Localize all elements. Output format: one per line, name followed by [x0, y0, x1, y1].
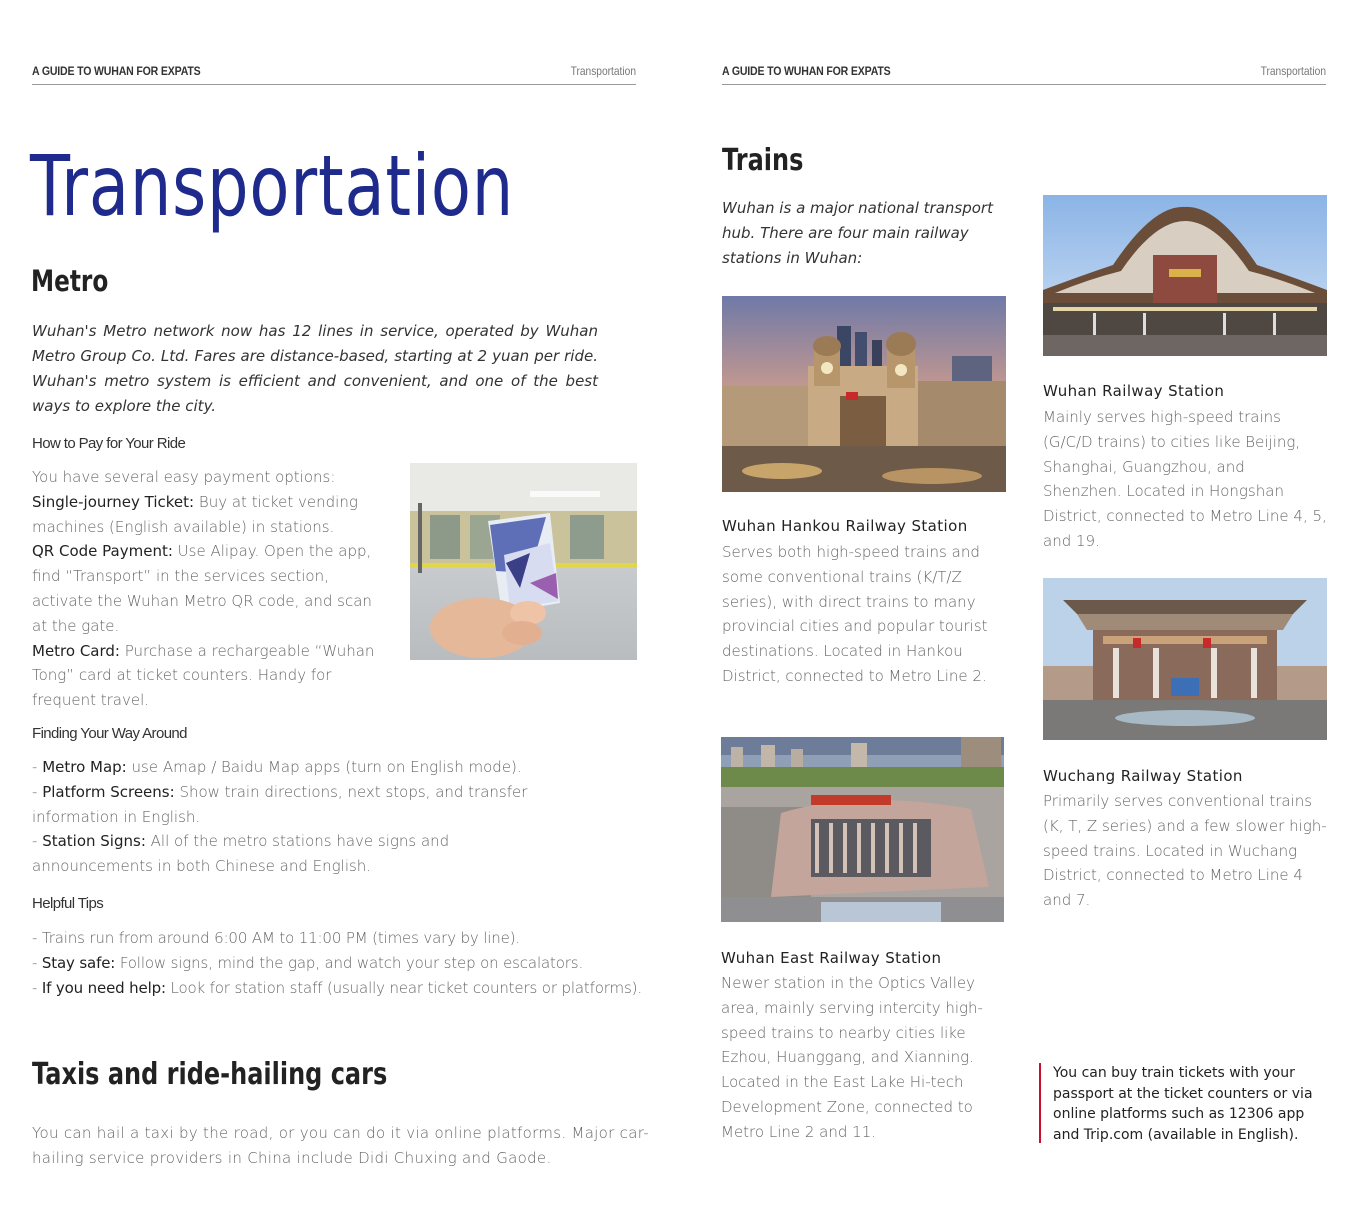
metro-card-photo: [410, 463, 637, 660]
ticket-note: You can buy train tickets with your passport at the ticket counters or via online platforms such as 12306 app and Trip.com (available in English).: [1053, 1065, 1313, 1143]
item-text: Show train directions, next stops, and transfer information in English.: [32, 782, 528, 826]
finding-list: [32, 755, 542, 879]
taxis-body: You can hail a taxi by the road, or you can do it via online platforms. Major car-hailing service providers in China include Didi Chuxing and Gaode.: [32, 1124, 649, 1167]
running-header-section: Transportation: [570, 64, 636, 78]
pay-option: [32, 490, 377, 540]
pay-heading: How to Pay for Your Ride: [32, 435, 186, 452]
pay-option-label: Metro Card:: [32, 641, 120, 660]
list-item: - Metro Map: use Amap / Baidu Map apps (turn on English mode).: [32, 758, 522, 776]
running-header-section: Transportation: [1260, 64, 1326, 78]
pay-option-label: Single-journey Ticket:: [32, 492, 195, 511]
wuhan-east-station-photo: [721, 737, 1004, 922]
metro-heading: Metro: [31, 264, 109, 298]
item-label: If you need help:: [41, 978, 166, 997]
station-desc: Mainly serves high-speed trains (G/C/D trains) to cities like Beijing, Shanghai, Guangzhou, and Shenzhen. Located in Hongshan District, connected to Metro Line 4, 5, and 19.: [1043, 408, 1327, 550]
list-item: - Station Signs: All of the metro stations have signs and announcements in both Chinese and English.: [32, 832, 450, 876]
item-label: Station Signs:: [42, 832, 146, 851]
item-text: Look for station staff (usually near ticket counters or platforms).: [170, 978, 642, 997]
pay-option: [32, 639, 377, 713]
list-item: - Trains run from around 6:00 AM to 11:00 PM (times vary by line).: [32, 929, 521, 947]
running-header-title: A GUIDE TO WUHAN FOR EXPATS: [32, 64, 201, 78]
pay-option-label: QR Code Payment:: [32, 542, 173, 561]
header-divider: [722, 84, 1326, 85]
hankou-station-photo: [722, 296, 1006, 492]
header-divider: [32, 84, 636, 85]
item-label: Stay safe:: [41, 953, 116, 972]
station-name: Wuhan Hankou Railway Station: [722, 517, 968, 535]
list-item: - Stay safe: Follow signs, mind the gap, and watch your step on escalators.: [32, 953, 584, 972]
pay-option-text: Use Alipay. Open the app, find “Transport” in the services section, activate the Wuhan Metro QR code, and scan at the gate.: [32, 542, 372, 635]
item-label: Platform Screens:: [42, 782, 175, 801]
pay-options: [32, 465, 377, 713]
tips-heading: Helpful Tips: [32, 895, 104, 912]
item-label: Metro Map:: [42, 758, 127, 776]
trains-heading: Trains: [722, 143, 804, 178]
list-item: - If you need help: Look for station staff (usually near ticket counters or platforms).: [32, 978, 642, 997]
pay-option-text: Purchase a rechargeable “Wuhan Tong” card at ticket counters. Handy for frequent travel.: [32, 641, 375, 710]
metro-intro: Wuhan's Metro network now has 12 lines in service, operated by Wuhan Metro Group Co. Ltd. Fares are distance-based, starting at 2 yuan per ride. Wuhan's metro system is efficient and convenient, and one of the best ways to explore the city.: [32, 322, 598, 415]
running-header-title: A GUIDE TO WUHAN FOR EXPATS: [722, 64, 891, 78]
station-desc: Primarily serves conventional trains (K, T, Z series) and a few slower high-speed trains. Located in Wuchang District, connected to Metro Line 4 and 7.: [1043, 792, 1327, 910]
item-text: All of the metro stations have signs and announcements in both Chinese and English.: [32, 832, 450, 876]
station-name: Wuhan East Railway Station: [721, 949, 942, 967]
station-name: Wuhan Railway Station: [1043, 382, 1225, 400]
pay-option-text: Buy at ticket vending machines (English available) in stations.: [32, 492, 358, 536]
item-text: Follow signs, mind the gap, and watch your step on escalators.: [119, 953, 584, 972]
pay-option: [32, 539, 377, 638]
finding-heading: Finding Your Way Around: [32, 725, 187, 742]
note-accent-bar: [1039, 1063, 1041, 1143]
item-text: use Amap / Baidu Map apps (turn on English mode).: [131, 758, 522, 776]
station-name: Wuchang Railway Station: [1043, 767, 1243, 785]
page-title: Transportation: [30, 137, 515, 235]
trains-intro: Wuhan is a major national transport hub. There are four main railway stations in Wuhan:: [722, 199, 993, 267]
wuchang-station-photo: [1043, 578, 1327, 740]
station-desc: Newer station in the Optics Valley area, mainly serving intercity high-speed trains to nearby cities like Ezhou, Huanggang, and Xianning. Located in the East Lake Hi-tech Development Zone, connected to Metro Line 2 and 11.: [721, 974, 983, 1141]
tips-list: [32, 926, 672, 1000]
taxis-heading: Taxis and ride-hailing cars: [32, 1057, 388, 1092]
wuhan-station-photo: [1043, 195, 1327, 356]
list-item: - Platform Screens: Show train directions, next stops, and transfer information in English.: [32, 782, 528, 826]
station-desc: Serves both high-speed trains and some conventional trains (K/T/Z series), with direct trains to many provincial cities and popular tourist destinations. Located in Hankou District, connected to Metro Line 2.: [722, 543, 988, 685]
pay-lead: You have several easy payment options:: [32, 468, 336, 486]
